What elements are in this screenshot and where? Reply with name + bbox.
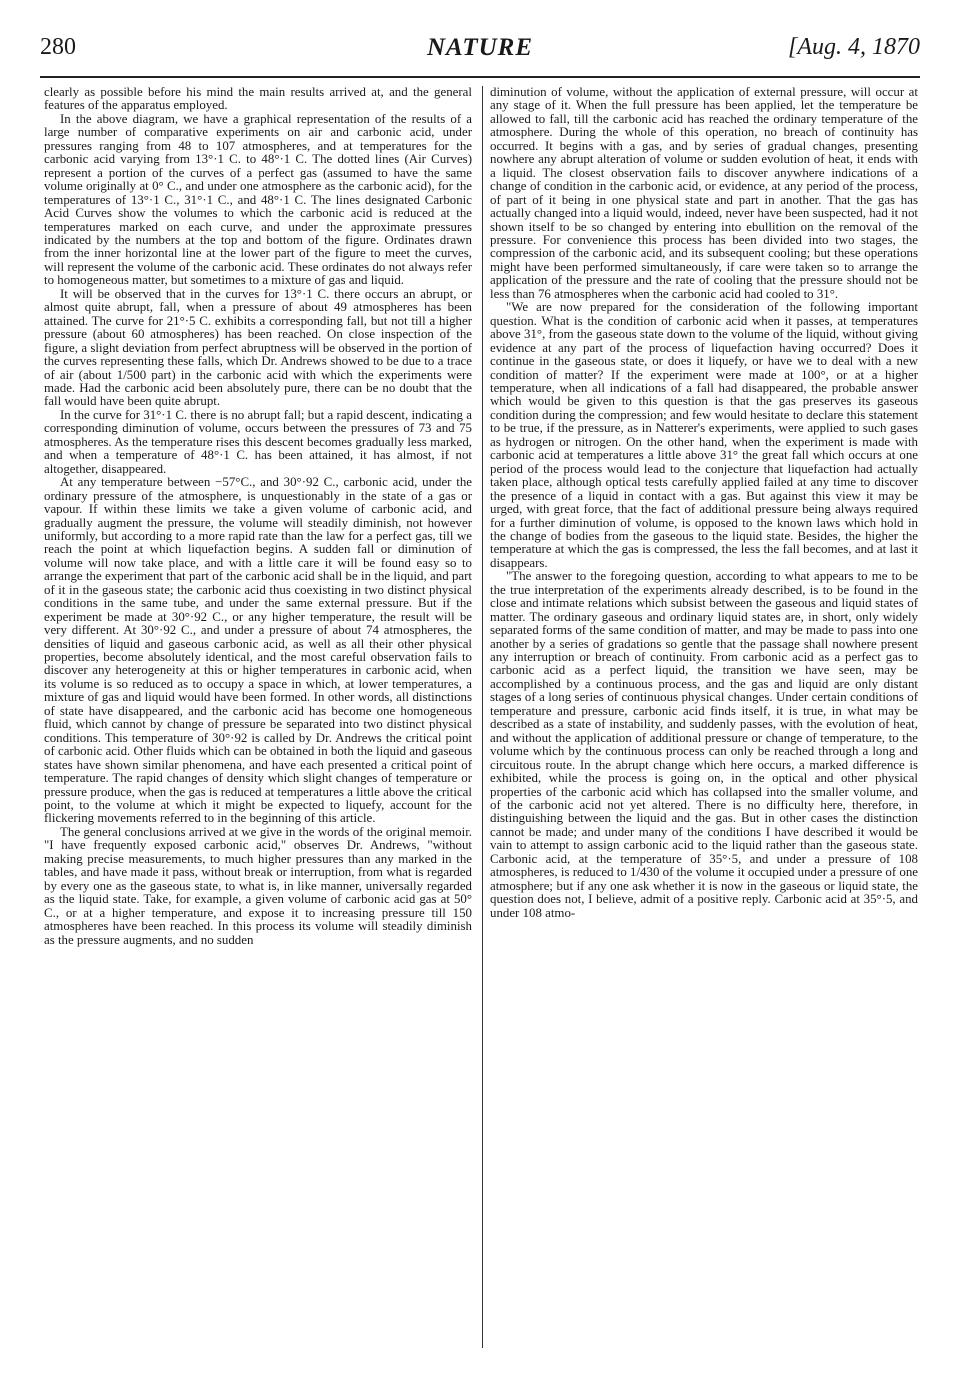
page-header	[40, 34, 920, 74]
paragraph: It will be observed that in the curves for 13°·1 C. there occurs an abrupt, or almost quite abrupt, fall, when a pressure of about 49 atmospheres has been attained. The curve for 21°·5 C. exhibits a corresponding fall, but not till a higher pressure (about 60 atmospheres) has been reached. On close inspection of the figure, a slight deviation from perfect abruptness will be observed in the portion of the curves representing these falls, which Dr. Andrews showed to be due to a trace of air (about 1/500 part) in the carbonic acid with which the experiments were made. Had the carbonic acid been absolutely pure, there can be no doubt that the fall would have been quite abrupt.	[44, 286, 472, 409]
paragraph: The general conclusions arrived at we give in the words of the original memoir. "I have frequently exposed carbonic acid," observes Dr. Andrews, "without making precise measurements, to much higher pressures than any marked in the tables, and have made it pass, without break or interruption, from what is regarded by every one as the gaseous state, to what is, in like manner, universally regarded as the liquid state. Take, for example, a given volume of carbonic acid gas at 50° C., or at a higher temperature, and expose it to increasing pressure till 150 atmospheres have been reached. In this process its volume will steadily diminish as the pressure augments, and no sudden	[44, 824, 472, 947]
paragraph: In the curve for 31°·1 C. there is no abrupt fall; but a rapid descent, indicating a corresponding diminution of volume, occurs between the pressures of 73 and 75 atmospheres. As the temperature rises this descent becomes gradually less marked, and when a temperature of 48°·1 C. has been attained, it has almost, if not altogether, disappeared.	[44, 407, 472, 476]
journal-title: NATURE	[426, 34, 534, 61]
paragraph: In the above diagram, we have a graphical representation of the results of a large number of comparative experiments on air and carbonic acid, under pressures ranging from 48 to 107 atmospheres, and at temperatures for the carbonic acid varying from 13°·1 C. to 48°·1 C. The dotted lines (Air Curves) represent a portion of the curves of a perfect gas (assumed to have the same volume originally at 0° C., and under one atmosphere as the carbonic acid), for the temperatures of 13°·1 C., 31°·1 C., and 48°·1 C. The lines designated Carbonic Acid Curves show the volumes to which the carbonic acid is reduced at the temperatures marked on each curve, and under the approximate pressures indicated by the numbers at the top and bottom of the figure. Ordinates drawn from the inner horizontal line at the lower part of the figure to meet the curves, will represent the volume of the carbonic acid. These ordinates do not always refer to homogeneous matter, but sometimes to a mixture of gas and liquid.	[44, 111, 472, 288]
paragraph: "The answer to the foregoing question, according to what appears to me to be the true interpretation of the experiments already described, is to be found in the close and intimate relations which subsist between the gaseous and liquid states of matter. The ordinary gaseous and ordinary liquid states are, in short, only widely separated forms of the same condition of matter, and may be made to pass into one another by a series of gradations so gentle that the passage shall nowhere present any interruption or breach of continuity. From carbonic acid as a perfect gas to carbonic acid as a perfect liquid, the transition we have seen, may be accomplished by a continuous process, and the gas and liquid are only distant stages of a long series of continuous physical changes. Under certain conditions of temperature and pressure, carbonic acid finds itself, it is true, in what may be described as a state of instability, and suddenly passes, with the evolution of heat, and without the application of additional pressure or change of temperature, to the volume which by the continuous process can only be reached through a long and circuitous route. In the abrupt change which here occurs, a marked difference is exhibited, while the process is going on, in the optical and other physical properties of the carbonic acid which has collapsed into the smaller volume, and of the carbonic acid not yet altered. There is no difficulty here, therefore, in distinguishing between the liquid and the gas. But in other cases the distinction cannot be made; and under many of the conditions I have described it would be vain to attempt to assign carbonic acid to the liquid rather than the gaseous state. Carbonic acid, at the temperature of 35°·5, and under a pressure of 108 atmospheres, is reduced to 1/430 of the volume it occupied under a pressure of one atmosphere; but if any one ask whether it is now in the gaseous or liquid state, the question does not, I believe, admit of a positive reply. Carbonic acid at 35°·5, and under 108 atmo-	[490, 569, 918, 920]
header-rule	[40, 76, 920, 78]
right-column	[490, 86, 918, 920]
column-divider	[482, 86, 483, 1348]
paragraph: "We are now prepared for the consideration of the following important question. What is the condition of carbonic acid when it passes, at temperatures above 31°, from the gaseous state down to the volume of the liquid, without giving evidence at any part of the process of liquefaction having occurred? Does it continue in the gaseous state, or does it liquefy, or have we to deal with a new condition of matter? If the experiment were made at 100°, or at a higher temperature, when all indications of a fall had disappeared, the probable answer which would be given to this question is that the gas preserves its gaseous condition during the compression; and few would hesitate to declare this statement to be true, if the pressure, as in Natterer's experiments, were applied to such gases as hydrogen or nitrogen. On the other hand, when the experiment is made with carbonic acid at temperatures a little above 31° the great fall which occurs at one period of the process would lead to the conjecture that liquefaction had actually taken place, although optical tests carefully applied failed at any time to discover the presence of a liquid in contact with a gas. But against this view it may be urged, with great force, that the fact of additional pressure being always required for a further diminution of volume, is opposed to the known laws which hold in the change of bodies from the gaseous to the liquid state. Besides, the higher the temperature at which the gas is compressed, the less the fall becomes, and at last it disappears.	[490, 300, 918, 570]
paragraph: clearly as possible before his mind the main results arrived at, and the general features of the apparatus employed.	[44, 85, 472, 113]
left-column	[44, 86, 472, 947]
paragraph: diminution of volume, without the application of external pressure, will occur at any stage of it. When the full pressure has been applied, let the temperature be allowed to fall, till the carbonic acid has reached the ordinary temperature of the atmosphere. During the whole of this operation, no breach of continuity has occurred. It begins with a gas, and by series of gradual changes, presenting nowhere any abrupt alteration of volume or sudden evolution of heat, it ends with a liquid. The closest observation fails to discover anywhere indications of a change of condition in the carbonic acid, or evidence, at any period of the process, of part of it being in one physical state and part in another. That the gas has actually changed into a liquid would, indeed, never have been suspected, had it not shown itself to be so changed by entering into ebullition on the removal of the pressure. For convenience this process has been divided into two stages, the compression of the carbonic acid, and its subsequent cooling; but these operations might have been performed simultaneously, if care were taken so to arrange the application of the pressure and the rate of cooling that the pressure should not be less than 76 atmospheres when the carbonic acid had cooled to 31°.	[490, 85, 918, 301]
issue-date: [Aug. 4, 1870	[788, 34, 920, 60]
paragraph: At any temperature between −57°C., and 30°·92 C., carbonic acid, under the ordinary pressure of the atmosphere, is unquestionably in the state of a gas or vapour. If within these limits we take a given volume of carbonic acid, and gradually augment the pressure, the volume will steadily diminish, not however uniformly, but according to a more rapid rate than the law for a perfect gas, till we reach the point at which liquefaction begins. A sudden fall or diminution of volume will now take place, and with a little care it will be found easy so to arrange the experiment that part of the carbonic acid shall be in the liquid, and part of it in the gaseous state; the carbonic acid thus coexisting in two distinct physical conditions in the same tube, and under the same external pressure. But if the experiment be made at 30°·92 C., or any higher temperature, the result will be very different. At 30°·92 C., and under a pressure of about 74 atmospheres, the densities of liquid and gaseous carbonic acid, as well as all their other physical properties, become absolutely identical, and the most careful observation fails to discover any heterogeneity at this or higher temperatures in carbonic acid, when its volume is so reduced as to occupy a space in which, at lower temperatures, a mixture of gas and liquid would have been formed. In other words, all distinctions of state have disappeared, and the carbonic acid has become one homogeneous fluid, which cannot by change of pressure be separated into two distinct physical conditions. This temperature of 30°·92 is called by Dr. Andrews the critical point of carbonic acid. Other fluids which can be obtained in both the liquid and gaseous states have shown similar phenomena, and have each presented a critical point of temperature. The rapid changes of density which slight changes of temperature or pressure produce, when the gas is reduced at temperatures a little above the critical point, to the volume at which it might be expected to liquefy, account for the flickering movements referred to in the beginning of this article.	[44, 475, 472, 826]
page-number: 280	[40, 34, 76, 60]
